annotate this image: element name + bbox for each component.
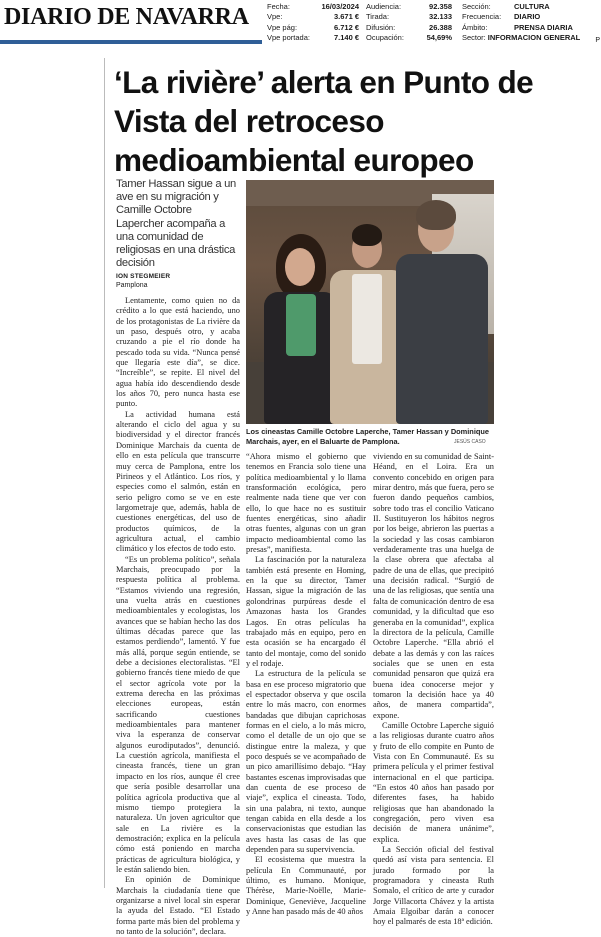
paragraph: Lentamente, como quien no da crédito a lo que está haciendo, uno de los protagonistas de La rivière da un paso, después otro, y acaba cruzando a pie el río donde ha pescado toda su vida. “Nunca pensé que llegaría este día”, se dice. “Increíble”, se repite. El nivel del agua había ido descendiendo desde los años 70, pero nunca hasta ese punto. [116,296,240,409]
body-column-1 [116,296,240,936]
photo-caption: Los cineastas Camille Octobre Laperche, Tamer Hassan y Dominique Marchais, ayer, en el Baluarte de Pamplona. [246,427,490,446]
paragraph: “Ahora mismo el gobierno que tenemos en Francia solo tiene una política medioambiental y lo llama transformación ecológica, pero realmente nada tiene que ver con ello, lo que hace no es sustituir fuentes energéticas, sino añadir otras fuentes, algunas con un gran impacto medioambiental como las presas”, manifiesta. [246,452,366,555]
meta-row: Vpe portada: 7.140 € [267,33,359,43]
paragraph: La fascinación por la naturaleza también está presente en Homing, en la que su director, Tamer Hassan, sigue la migración de las golondrinas purpúreas desde el Amazonas hasta los Grandes Lagos. En otras películas ha trabajado más en equipo, pero en esta ocasión se ha encargado él tanto del montaje, como del sonido y el rodaje. [246,555,366,668]
meta-column-1 [267,2,359,44]
dateline: Pamplona [116,282,148,289]
body-column-2 [246,452,366,917]
meta-row: Fecha: 16/03/2024 [267,2,359,11]
paragraph: En opinión de Dominique Marchais la ciudadanía tiene que organizarse a nivel local sin esperar la ayuda del Estado. “El Estado forma parte más bien del problema y no tanto de la solución”, declara. [116,875,240,936]
article-headline: ‘La rivière’ alerta en Punto de Vista del retroceso medioambiental europeo [114,64,534,178]
paragraph: viviendo en su comunidad de Saint-Héand, en el Loira. Era un convento concebido en origen para mirar dentro, más que fuera, pero se fueron dando pequeños cambios, sobre todo tras el concilio Vaticano II. Sustituyeron los hábitos negros por los beige, abrieron las puertas a la sociedad y las cosas cambiaron verdaderamente tras una huelga de la clase obrera que afectaba al padre de una de ellas, que precipitó una decisión radical. “Surgió de una de las religiosas, que sentía una falta de comunicación dentro de esa comunidad, y la dificultad que eso generaba en la comunidad”, explica la directora de la película, Camille Octobre Laperche. “Ella abrió el debate a las demás y con las raíces sociales que se unen en esta comunidad pensaron que quizá era buena idea conocerse mejor y tomaron la decisión hace ya 40 años, de manera compartida”, expone. [373,452,494,720]
logo-underline [0,40,262,44]
meta-row: Difusión: 26.388 [366,22,452,32]
meta-row: Vpe pág: 6.712 € [267,22,359,32]
meta-row: Sector: INFORMACION GENERAL [462,33,581,43]
newspaper-logo: DIARIO DE NAVARRA [4,4,249,30]
photo-credit: JESÚS CASO [454,439,486,445]
meta-row: Ámbito: PRENSA DIARIA [462,22,573,32]
meta-column-2 [366,2,452,44]
meta-row: Frecuencia: DIARIO [462,12,541,22]
paragraph: Camille Octobre Laperche siguió a las religiosas durante cuatro años y fruto de ello compite en Punto de Vista con En Communauté. Es su primera película y el primer festival internacional en el que participa. “En estos 40 años han pasado por diferentes fases, ha habido religiosas que han abandonado la congregación, pero viven esa decisión de manera unánime”, explica. [373,720,494,844]
column-rule [104,58,105,888]
paragraph: “Es un problema político”, señala Marchais, preocupado por la respuesta política al problema. “Estamos viviendo una regresión, una vuelta atrás en cuestiones medioambientales y ecologistas, los avances que se habían hecho las dos últimas décadas parece que las estamos perdiendo”, lamentó. Y fue más allá, porque según entiende, se debe a decisiones electoralistas. “El gobierno francés tiene miedo de que el sector agrícola vote por la extrema derecha en las próximas elecciones europeas, están sacrificando cuestiones medioambientales para mantener viva la esperanza de conservar algunos eurodiputados”, denunció. La cuestión agrícola, manifiesta el cineasta francés, tiene un gran impacto en los ríos, aunque él cree que sería posible desarrollar una política agrícola productiva que al mismo tiempo protegiera la naturaleza. Un joven agricultor que sale en La rivière es la demostración; explica en la película cómo está poniendo en marcha prácticas de agricultura biológica, y le están saliendo bien. [116,554,240,874]
clipping-header [0,0,601,48]
paragraph: La estructura de la película se basa en ese proceso migratorio que el espectador observa y que oscila entre lo más macro, con enormes bandadas que dibujan caprichosas formas en el cielo, a lo más micro, como el detalle de un ojo que se distingue entre la maleza, y que poco después se ve acompañado de un pico amarillísimo debajo. “Hay bastantes escenas improvisadas que dan cuenta de ese proceso de viaje”, explica el cineasta. Todo, sin una palabra, ni texto, aunque tengan cabida en ella desde a los conservacionistas que estudian las aves hasta las casas de las que dependen para su supervivencia. [246,669,366,855]
meta-row: Tirada: 32.133 [366,12,452,22]
meta-row: Sección: CULTURA [462,2,550,11]
article-subtitle: Tamer Hassan sigue a un ave en su migración y Camille Octobre Lapercher acompaña a una comunidad de religiosas en una drástica decisión [116,178,236,270]
page-marker: P [595,37,600,44]
byline [116,272,170,290]
meta-column-3 [462,2,580,44]
article-photo [246,180,494,424]
meta-row: Ocupación: 54,69% [366,33,452,43]
paragraph: La actividad humana está alterando el ciclo del agua y su biodiversidad y el director francés Dominique Marchais da cuenta de ello en esta película que transcurre muy cerca de Pamplona, entre los Pirineos y el Atlántico. Los ríos, y especies como el salmón, están en serio peligro como se ve en este largometraje que, además, habla de cuestiones energéticas, del uso de productos químicos, de la agricultura actual, el cambio climático y los efectos de todo esto. [116,409,240,554]
body-column-3 [373,452,494,927]
meta-row: Audiencia: 92.358 [366,2,452,11]
paragraph: El ecosistema que muestra la película En Communauté, por último, es humano. Monique, Thérèse, Marie-Noëlle, Marie-Dominique, Geneviève, Jacqueline y Anne han pasado más de 40 años [246,855,366,917]
paragraph: La Sección oficial del festival quedó así vista para sentencia. El jurado formado por la programadora y cineasta Ruth Somalo, el crítico de arte y curador Jorge Villacorta Chávez y la artista Amaia Elgoibar darán a conocer hoy el palmarés de esta 18ª edición. [373,845,494,927]
author-name: ION STEGMEIER [116,273,171,280]
meta-row: Vpe: 3.671 € [267,12,359,22]
